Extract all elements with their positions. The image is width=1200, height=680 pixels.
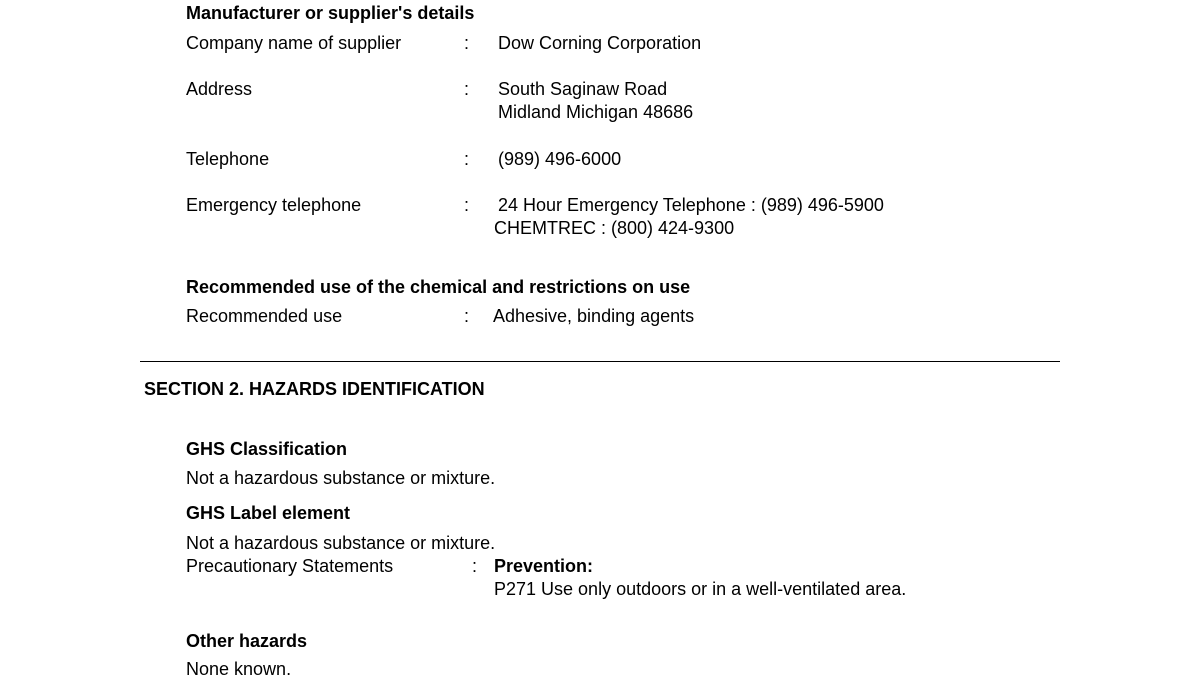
address-label: Address	[186, 79, 253, 99]
precautionary-statements-label: Precautionary Statements	[186, 556, 394, 576]
section-2-title: SECTION 2. HAZARDS IDENTIFICATION	[144, 379, 485, 399]
other-hazards-heading: Other hazards	[186, 631, 308, 651]
address-line-2: Midland Michigan 48686	[498, 102, 694, 122]
emergency-telephone-value-2: CHEMTREC : (800) 424-9300	[494, 218, 735, 238]
emergency-telephone-label: Emergency telephone	[186, 195, 362, 215]
company-name-value: Dow Corning Corporation	[498, 33, 702, 53]
address-separator: :	[464, 79, 470, 99]
precautionary-statements-separator: :	[472, 556, 478, 576]
prevention-statement: P271 Use only outdoors or in a well-ventilated area.	[494, 579, 907, 599]
other-hazards-text: None known.	[186, 659, 292, 679]
emergency-telephone-separator: :	[464, 195, 470, 215]
ghs-label-text: Not a hazardous substance or mixture.	[186, 533, 496, 553]
telephone-label: Telephone	[186, 149, 270, 169]
ghs-label-heading: GHS Label element	[186, 503, 351, 523]
telephone-separator: :	[464, 149, 470, 169]
company-name-label: Company name of supplier	[186, 33, 402, 53]
section-divider	[140, 361, 1060, 362]
prevention-label: Prevention:	[494, 556, 594, 576]
ghs-classification-heading: GHS Classification	[186, 439, 348, 459]
recommended-use-value: Adhesive, binding agents	[493, 306, 695, 326]
ghs-classification-text: Not a hazardous substance or mixture.	[186, 468, 496, 488]
telephone-value: (989) 496-6000	[498, 149, 622, 169]
recommended-use-separator: :	[464, 306, 470, 326]
recommended-use-label: Recommended use	[186, 306, 343, 326]
supplier-details-heading: Manufacturer or supplier's details	[186, 3, 475, 23]
address-line-1: South Saginaw Road	[498, 79, 668, 99]
company-name-separator: :	[464, 33, 470, 53]
emergency-telephone-value-1: 24 Hour Emergency Telephone : (989) 496-5900	[498, 195, 884, 215]
recommended-use-heading: Recommended use of the chemical and restrictions on use	[186, 277, 691, 297]
